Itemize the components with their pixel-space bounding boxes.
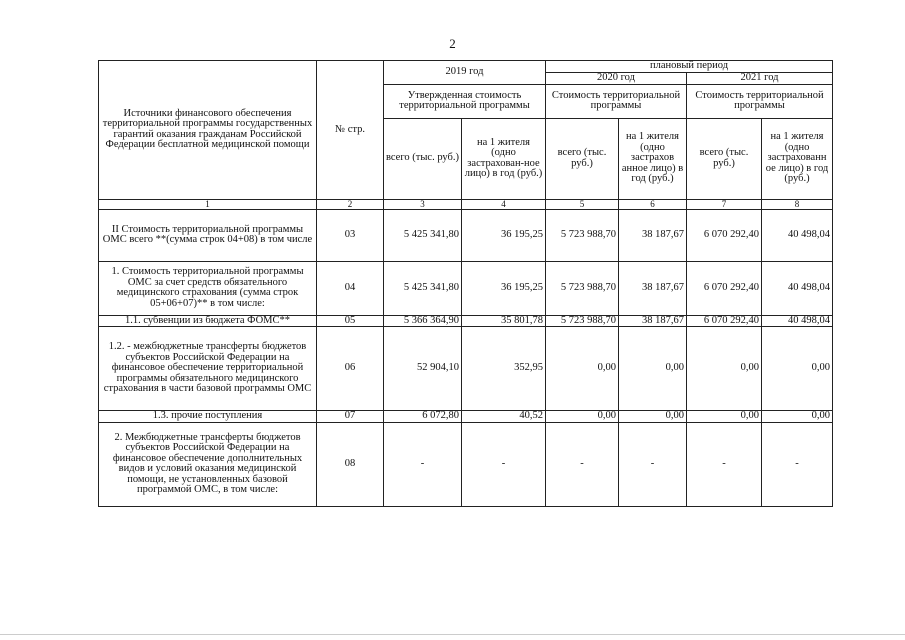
cell-per-capita-2021: 40 498,04 [762,315,833,327]
col-number: 5 [546,199,619,209]
cell-per-capita-2020: 38 187,67 [619,261,687,315]
cell-per-capita-2021: - [762,422,833,506]
table-row [99,327,833,411]
cell-per-capita-2019: 40,52 [462,411,546,423]
cell-per-capita-2021: 40 498,04 [762,209,833,261]
header-approved-cost: Утвержденная стоимость территориальной программы [384,84,546,118]
row-line-no: 07 [317,411,384,423]
cell-total-2020: 0,00 [546,411,619,423]
cell-total-2019: 5 366 364,90 [384,315,462,327]
page-number: 2 [449,36,456,51]
table-row [99,315,833,327]
header-per-capita-2019: на 1 жителя (одно застрахован-ное лицо) в год (руб.) [462,118,546,199]
col-number: 7 [687,199,762,209]
col-number: 3 [384,199,462,209]
table-row [99,209,833,261]
cell-total-2020: 5 723 988,70 [546,261,619,315]
cell-per-capita-2019: - [462,422,546,506]
header-per-capita-2020: на 1 жителя (одно застрахов анное лицо) в год (руб.) [619,118,687,199]
col-number: 2 [317,199,384,209]
header-source: Источники финансового обеспечения территориальной программы государственных гарантий оказания гражданам Российской Федерации бесплатной медицинской помощи [99,61,317,200]
table-row [99,411,833,423]
cell-total-2021: 6 070 292,40 [687,315,762,327]
cell-per-capita-2020: - [619,422,687,506]
col-number: 4 [462,199,546,209]
header-year-2019: 2019 год [384,61,546,85]
row-label: II Стоимость территориальной программы ОМС всего **(сумма строк 04+08) в том числе [99,209,317,261]
header-cost-2021: Стоимость территориальной программы [687,84,833,118]
cell-total-2020: - [546,422,619,506]
header-plan-period: плановый период [546,61,833,73]
cell-total-2021: 0,00 [687,327,762,411]
cell-per-capita-2019: 352,95 [462,327,546,411]
header-year-2021: 2021 год [687,72,833,84]
cell-per-capita-2020: 0,00 [619,327,687,411]
cell-total-2019: 5 425 341,80 [384,209,462,261]
cell-total-2021: 6 070 292,40 [687,261,762,315]
cell-per-capita-2021: 40 498,04 [762,261,833,315]
row-line-no: 03 [317,209,384,261]
cell-total-2020: 0,00 [546,327,619,411]
cell-per-capita-2021: 0,00 [762,327,833,411]
col-number: 1 [99,199,317,209]
cell-per-capita-2019: 35 801,78 [462,315,546,327]
cell-total-2021: 0,00 [687,411,762,423]
header-line-no: № стр. [317,61,384,200]
row-line-no: 05 [317,315,384,327]
cell-per-capita-2020: 0,00 [619,411,687,423]
cell-total-2019: - [384,422,462,506]
cell-per-capita-2021: 0,00 [762,411,833,423]
table-row [99,261,833,315]
scan-edge-line [0,634,905,635]
row-line-no: 04 [317,261,384,315]
cell-total-2021: - [687,422,762,506]
cell-total-2020: 5 723 988,70 [546,315,619,327]
cell-total-2021: 6 070 292,40 [687,209,762,261]
header-year-2020: 2020 год [546,72,687,84]
header-total-2020: всего (тыс. руб.) [546,118,619,199]
cell-total-2019: 5 425 341,80 [384,261,462,315]
header-per-capita-2021: на 1 жителя (одно застрахованн ое лицо) в год (руб.) [762,118,833,199]
omc-cost-table [98,60,833,507]
row-label: 1.2. - межбюджетные трансферты бюджетов субъектов Российской Федерации на финансовое обеспечение территориальной программы обязательного медицинского страхования в части базовой программы ОМС [99,327,317,411]
row-line-no: 06 [317,327,384,411]
row-label: 1.1. субвенции из бюджета ФОМС** [99,315,317,327]
header-total-2019: всего (тыс. руб.) [384,118,462,199]
col-number: 8 [762,199,833,209]
column-numbers-row [99,199,833,209]
table-row [99,422,833,506]
cell-total-2020: 5 723 988,70 [546,209,619,261]
col-number: 6 [619,199,687,209]
row-label: 1.3. прочие поступления [99,411,317,423]
row-label: 2. Межбюджетные трансферты бюджетов субъектов Российской Федерации на финансовое обеспечение дополнительных видов и условий оказания медицинской помощи, не установленных базовой программой ОМС, в том числе: [99,422,317,506]
header-total-2021: всего (тыс. руб.) [687,118,762,199]
cell-total-2019: 6 072,80 [384,411,462,423]
cell-per-capita-2020: 38 187,67 [619,209,687,261]
cell-per-capita-2019: 36 195,25 [462,261,546,315]
header-cost-2020: Стоимость территориальной программы [546,84,687,118]
row-label: 1. Стоимость территориальной программы ОМС за счет средств обязательного медицинского страхования (сумма строк 05+06+07)** в том числе: [99,261,317,315]
cell-per-capita-2020: 38 187,67 [619,315,687,327]
row-line-no: 08 [317,422,384,506]
cell-per-capita-2019: 36 195,25 [462,209,546,261]
cell-total-2019: 52 904,10 [384,327,462,411]
